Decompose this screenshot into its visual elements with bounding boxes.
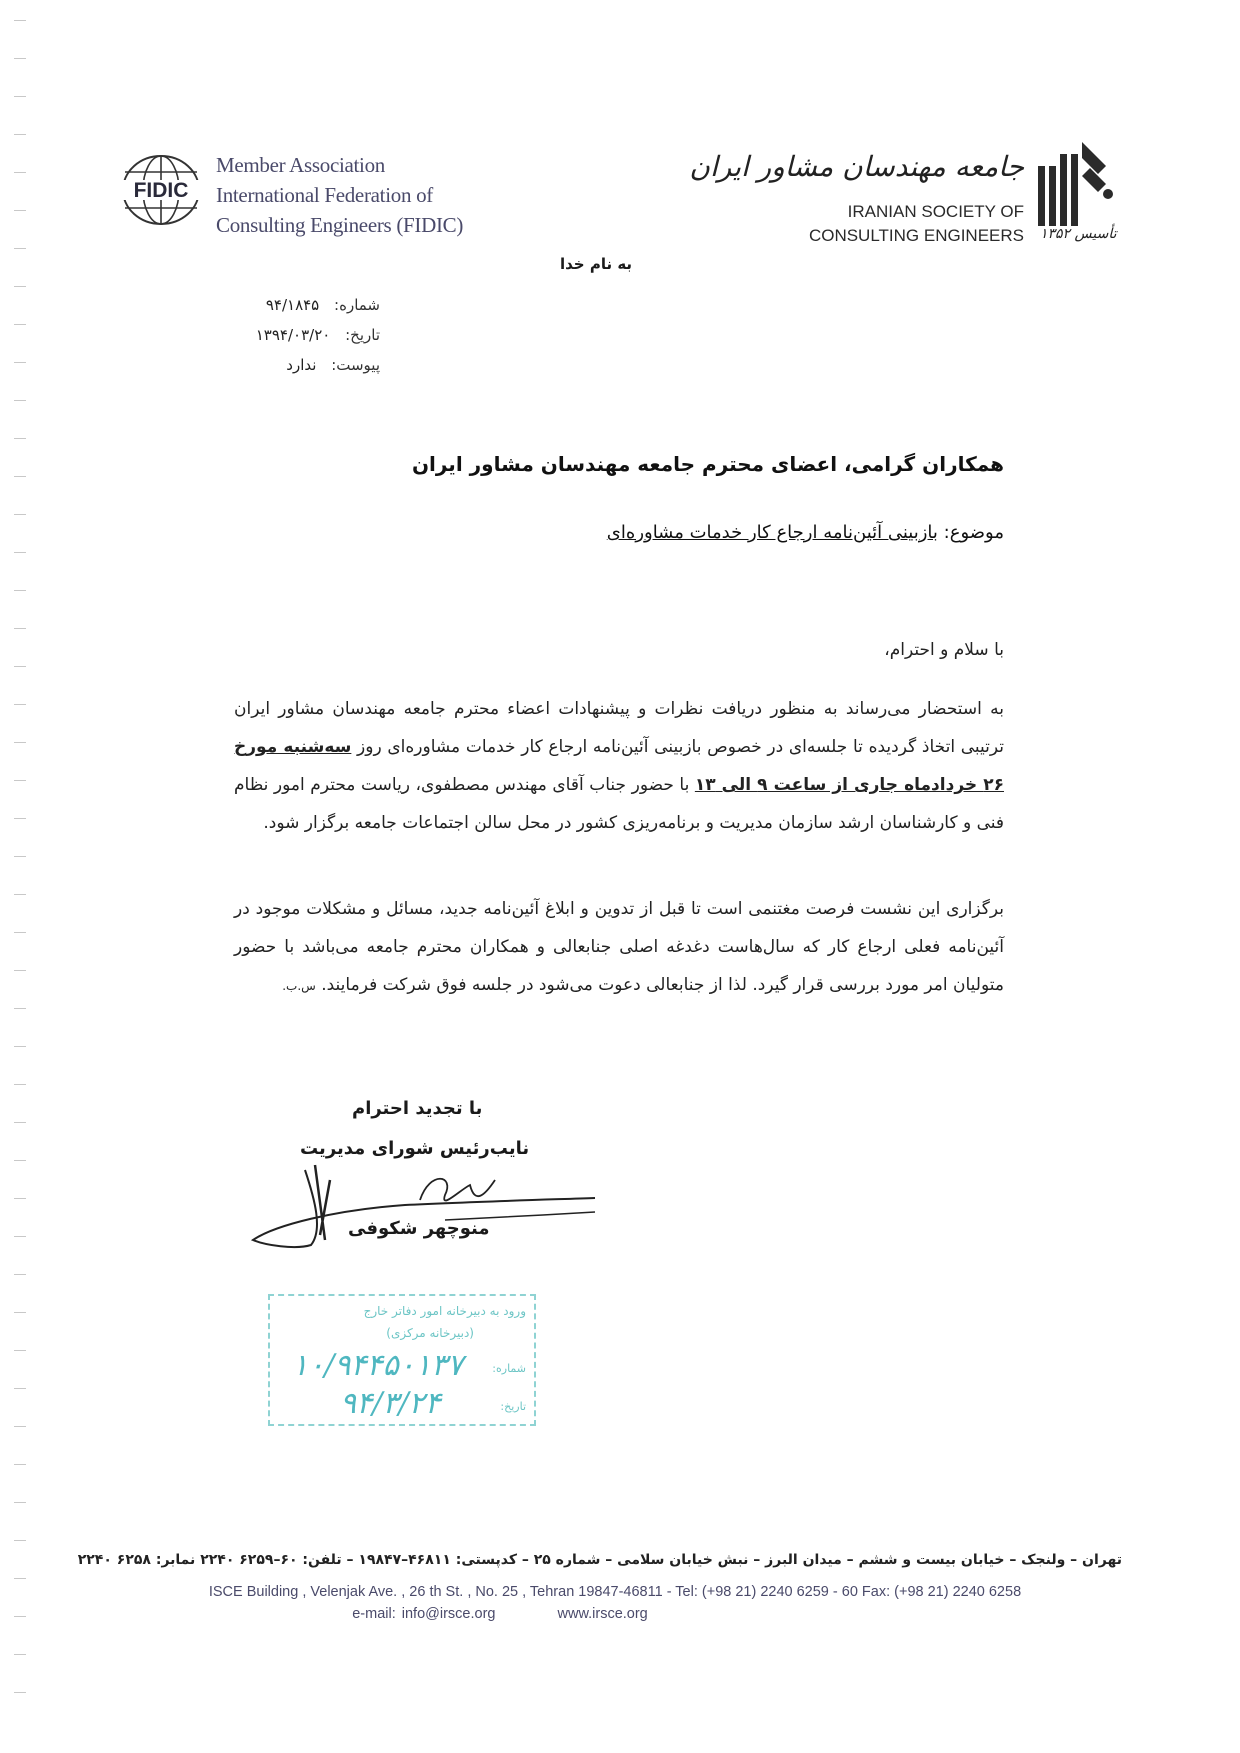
binding-tick bbox=[14, 20, 26, 21]
binding-tick bbox=[14, 1160, 26, 1161]
meta-number-label: شماره: bbox=[334, 296, 380, 314]
body-paragraph-2 bbox=[234, 890, 1004, 1005]
isce-en-line-1: IRANIAN SOCIETY OF bbox=[847, 202, 1024, 221]
binding-edge-marks bbox=[0, 20, 40, 1720]
letter-subject bbox=[607, 522, 1004, 543]
binding-tick bbox=[14, 1654, 26, 1655]
binding-tick bbox=[14, 970, 26, 971]
bismillah-header: به نام خدا bbox=[560, 255, 633, 273]
meta-date-label: تاریخ: bbox=[345, 326, 380, 344]
handwritten-signature bbox=[245, 1150, 605, 1260]
isce-founded-year: تأسیس ۱۳۵۲ bbox=[1040, 226, 1117, 242]
signature-closing: با تجدید احترام bbox=[352, 1098, 483, 1119]
binding-tick bbox=[14, 1464, 26, 1465]
binding-tick bbox=[14, 1274, 26, 1275]
isce-english-name bbox=[724, 200, 1024, 248]
binding-tick bbox=[14, 1008, 26, 1009]
para1-meeting-time: سه‌شنبه مورخ ۲۶ خردادماه جاری از ساعت ۹ الی ۱۳ bbox=[234, 737, 1004, 795]
binding-tick bbox=[14, 476, 26, 477]
fidic-membership-text bbox=[216, 150, 476, 240]
binding-tick bbox=[14, 134, 26, 135]
meta-date-value: ۱۳۹۴/۰۳/۲۰ bbox=[255, 326, 331, 344]
fidic-logo-text: FIDIC bbox=[133, 179, 189, 202]
binding-tick bbox=[14, 780, 26, 781]
binding-tick bbox=[14, 1388, 26, 1389]
para1-before: به استحضار می‌رساند به منظور دریافت نظرات و پیشنهادات اعضاء محترم جامعه مهندسان مشاور ایران ترتیبی اتخاذ گردیده تا جلسه‌ای در خصوص بازبینی آئین‌نامه ارجاع کار خدمات مشاوره‌ای روز bbox=[234, 699, 1005, 757]
binding-tick bbox=[14, 628, 26, 629]
binding-tick bbox=[14, 1122, 26, 1123]
binding-tick bbox=[14, 58, 26, 59]
binding-tick bbox=[14, 172, 26, 173]
registry-stamp bbox=[268, 1294, 536, 1426]
fidic-line-1: Member Association bbox=[216, 153, 385, 177]
footer-contact bbox=[150, 1606, 850, 1622]
letter-salutation: همکاران گرامی، اعضای محترم جامعه مهندسان مشاور ایران bbox=[411, 452, 1004, 476]
binding-tick bbox=[14, 1198, 26, 1199]
binding-tick bbox=[14, 96, 26, 97]
binding-tick bbox=[14, 210, 26, 211]
binding-tick bbox=[14, 1350, 26, 1351]
binding-tick bbox=[14, 666, 26, 667]
para2-text: برگزاری این نشست فرصت مغتنمی است تا قبل از تدوین و ابلاغ آئین‌نامه جدید، مسائل و مشکلات موجود در آئین‌نامه فعلی ارجاع کار که سال‌هاست دغدغه اصلی جنابعالی و همکاران محترم جامعه می‌باشد با حضور متولیان امر مورد بررسی قرار گیرد. لذا از جنابعالی دعوت می‌شود در جلسه فوق شرکت فرمایند. bbox=[234, 899, 1004, 995]
stamp-line-1: ورود به دبیرخانه امور دفاتر خارج bbox=[363, 1304, 526, 1318]
meta-number-row bbox=[220, 290, 380, 320]
meta-attachment-value: ندارد bbox=[286, 356, 317, 374]
stamp-date-value: ۹۴/۳/۲۴ bbox=[340, 1386, 441, 1421]
binding-tick bbox=[14, 856, 26, 857]
binding-tick bbox=[14, 1312, 26, 1313]
para2-abbreviation: س.ب. bbox=[282, 979, 316, 993]
binding-tick bbox=[14, 704, 26, 705]
binding-tick bbox=[14, 1616, 26, 1617]
meta-attachment-row bbox=[220, 350, 380, 380]
binding-tick bbox=[14, 894, 26, 895]
body-paragraph-1 bbox=[234, 690, 1004, 842]
para1-after: با حضور جناب آقای مهندس مصطفوی، ریاست محترم امور نظام فنی و کارشناسان ارشد سازمان مدیریت و برنامه‌ریزی کشور در محل سالن اجتماعات جامعه برگزار شود. bbox=[234, 775, 1004, 833]
binding-tick bbox=[14, 1540, 26, 1541]
subject-label: موضوع: bbox=[943, 522, 1004, 543]
footer-address-persian: تهران – ولنجک – خیابان بیست و ششم – میدان البرز – نبش خیابان سلامی – شماره ۲۵ – کدپستی: ۴۶۸۱۱–۱۹۸۴۷ – تلفن: ۶۰–۶۲۵۹ ۲۲۴۰ نمابر: ۶۲۵۸ ۲۲۴۰ bbox=[77, 1552, 1122, 1568]
letter-greeting: با سلام و احترام، bbox=[884, 640, 1004, 660]
meta-number-value: ۹۴/۱۸۴۵ bbox=[265, 296, 320, 314]
binding-tick bbox=[14, 286, 26, 287]
letter-meta bbox=[220, 290, 380, 380]
meta-attachment-label: پیوست: bbox=[331, 356, 380, 374]
signatory-name: منوچهر شکوفی bbox=[348, 1218, 490, 1239]
binding-tick bbox=[14, 552, 26, 553]
binding-tick bbox=[14, 818, 26, 819]
binding-tick bbox=[14, 400, 26, 401]
binding-tick bbox=[14, 742, 26, 743]
binding-tick bbox=[14, 932, 26, 933]
binding-tick bbox=[14, 1502, 26, 1503]
binding-tick bbox=[14, 514, 26, 515]
fidic-globe-logo bbox=[116, 150, 206, 240]
meta-date-row bbox=[220, 320, 380, 350]
binding-tick bbox=[14, 1084, 26, 1085]
stamp-line-2: (دبیرخانه مرکزی) bbox=[386, 1326, 474, 1340]
footer-address-english: ISCE Building , Velenjak Ave. , 26 th St. , No. 25 , Tehran 19847-46811 - Tel: (+98 21) 2240 6259 - 60 Fax: (+98 21) 2240 6258 bbox=[208, 1584, 1022, 1600]
binding-tick bbox=[14, 438, 26, 439]
stamp-number-label: شماره: bbox=[492, 1362, 526, 1375]
fidic-line-2: International Federation of bbox=[216, 183, 433, 207]
signatory-title: نایب‌رئیس شورای مدیریت bbox=[300, 1138, 530, 1159]
binding-tick bbox=[14, 362, 26, 363]
footer-email: e-mail: info@irsce.org bbox=[352, 1606, 496, 1622]
footer-website: www.irsce.org bbox=[557, 1606, 648, 1622]
binding-tick bbox=[14, 248, 26, 249]
binding-tick bbox=[14, 1046, 26, 1047]
binding-tick bbox=[14, 1692, 26, 1693]
binding-tick bbox=[14, 590, 26, 591]
stamp-date-label: تاریخ: bbox=[500, 1400, 526, 1413]
isce-persian-name: جامعه مهندسان مشاور ایران bbox=[689, 150, 1024, 183]
fidic-line-3: Consulting Engineers (FIDIC) bbox=[216, 213, 464, 237]
isce-en-line-2: CONSULTING ENGINEERS bbox=[808, 226, 1024, 245]
binding-tick bbox=[14, 1578, 26, 1579]
binding-tick bbox=[14, 324, 26, 325]
binding-tick bbox=[14, 1236, 26, 1237]
subject-value: بازبینی آئین‌نامه ارجاع کار خدمات مشاوره‌ای bbox=[606, 522, 938, 543]
stamp-number-value: ۱۰/۹۴۴۵۰۱۳۷ bbox=[292, 1348, 464, 1383]
binding-tick bbox=[14, 1426, 26, 1427]
